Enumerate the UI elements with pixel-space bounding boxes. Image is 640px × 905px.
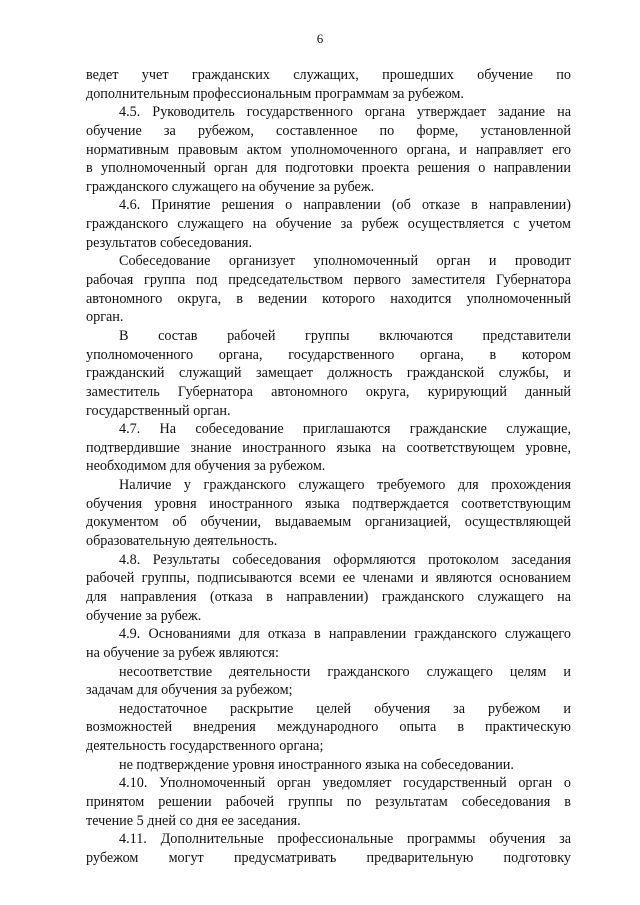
paragraph	[86, 700, 571, 756]
text-line: не подтверждение уровня иностранного языка на собеседовании.	[119, 756, 514, 773]
text-line: задачам для обучения за рубежом;	[86, 682, 293, 699]
text-line: течение 5 дней со дня ее заседания.	[86, 812, 301, 829]
text-line: обучение за рубежом, составленное по форме, установленной	[86, 122, 571, 139]
text-line: в уполномоченный орган для подготовки проекта решения о направлении	[86, 160, 571, 177]
text-line: нормативным правовым актом уполномоченного органа, и направляет его	[86, 141, 571, 158]
text-line: на обучение за рубеж являются:	[86, 644, 279, 661]
document-body	[86, 66, 571, 868]
text-line: документом об обучении, выдаваемым организацией, осуществляющей	[86, 514, 571, 531]
text-line: 4.11. Дополнительные профессиональные программы обучения за	[119, 831, 571, 848]
paragraph	[86, 103, 571, 196]
text-line: 4.5. Руководитель государственного органа утверждает задание на	[119, 104, 571, 121]
text-line: возможностей внедрения международного опыта в практическую	[86, 719, 571, 736]
paragraph	[86, 625, 571, 662]
text-line: государственный орган.	[86, 402, 231, 419]
paragraph	[86, 66, 571, 103]
text-line: для направления (отказа в направлении) гражданского служащего на	[86, 588, 571, 605]
text-line: деятельность государственного органа;	[86, 738, 324, 755]
text-line: обучение за рубеж.	[86, 607, 202, 624]
text-line: образовательную деятельность.	[86, 533, 278, 550]
paragraph	[86, 756, 571, 775]
text-line: 4.6. Принятие решения о направлении (об отказе в направлении)	[119, 197, 571, 214]
text-line: обучения уровня иностранного языка подтверждается соответствующим	[86, 495, 571, 512]
text-line: гражданского служащего на обучение за рубеж осуществляется с учетом	[86, 216, 571, 233]
text-line: 4.7. На собеседование приглашаются гражданские служащие,	[119, 421, 571, 438]
text-line: Наличие у гражданского служащего требуемого для прохождения	[119, 477, 571, 494]
text-line: ведет учет гражданских служащих, прошедших обучение по	[86, 67, 571, 83]
paragraph	[86, 830, 571, 867]
paragraph	[86, 252, 571, 327]
text-line: рубежом могут предусматривать предварительную подготовку	[86, 849, 571, 866]
text-line: 4.10. Уполномоченный орган уведомляет государственный орган о	[119, 775, 571, 792]
paragraph	[86, 420, 571, 476]
paragraph	[86, 327, 571, 420]
text-line: заместитель Губернатора автономного округа, курирующий данный	[86, 383, 571, 400]
text-line: недостаточное раскрытие целей обучения за рубежом и	[119, 700, 571, 717]
paragraph	[86, 663, 571, 700]
paragraph	[86, 196, 571, 252]
text-line: В состав рабочей группы включаются представители	[119, 327, 571, 344]
paragraph	[86, 551, 571, 626]
text-line: 4.9. Основаниями для отказа в направлении гражданского служащего	[119, 626, 571, 643]
text-line: автономного округа, в ведении которого находится уполномоченный	[86, 290, 571, 307]
text-line: принятом решении рабочей группы по результатам собеседования в	[86, 793, 571, 810]
text-line: подтвердившие знание иностранного языка на соответствующем уровне,	[86, 439, 571, 456]
text-line: Собеседование организует уполномоченный орган и проводит	[119, 253, 571, 270]
text-line: дополнительным профессиональным программам за рубежом.	[86, 85, 464, 102]
text-line: результатов собеседования.	[86, 234, 253, 251]
text-line: гражданского служащего на обучение за рубеж.	[86, 178, 375, 195]
text-line: несоответствие деятельности гражданского служащего целям и	[119, 663, 571, 680]
text-line: необходимом для обучения за рубежом.	[86, 458, 326, 475]
text-line: рабочая группа под председательством первого заместителя Губернатора	[86, 272, 571, 289]
text-line: орган.	[86, 309, 124, 326]
paragraph	[86, 476, 571, 551]
page-number: 6	[316, 31, 324, 46]
text-line: гражданский служащий замещает должность гражданской службы, и	[86, 365, 571, 382]
text-line: уполномоченного органа, государственного органа, в котором	[86, 346, 571, 363]
text-line: 4.8. Результаты собеседования оформляются протоколом заседания	[119, 551, 571, 568]
paragraph	[86, 774, 571, 830]
text-line: рабочей группы, подписываются всеми ее членами и являются основанием	[86, 570, 571, 587]
